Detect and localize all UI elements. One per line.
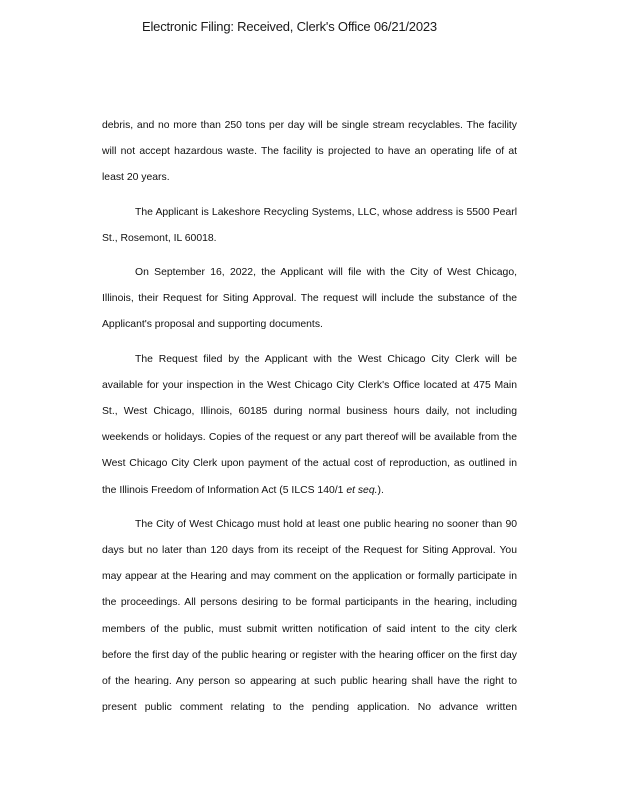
paragraph-public-hearing: The City of West Chicago must hold at least one public hearing no sooner than 90 days but no later than 120 days from its receipt of the Request for Siting Approval. You may appear at the Hearing and may comment on the application or formally participate in the proceedings. All persons desiring to be formal participants in the hearing, including members of the public, must submit written notification of said intent to the city clerk before the first day of the public hearing or register with the hearing officer on the first day of the hearing. Any person so appearing at such public hearing shall have the right to present public comment relating to the pending application. No advance written (102, 518, 517, 714)
paragraph-request-availability (102, 347, 517, 504)
et-seq-italic: et seq. (346, 484, 378, 496)
electronic-filing-stamp: Electronic Filing: Received, Clerk's Office 06/21/2023 (142, 19, 437, 34)
paragraph-facility-capacity: debris, and no more than 250 tons per day will be single stream recyclables. The facility will not accept hazardous waste. The facility is projected to have an operating life of at least 20 years. (102, 120, 517, 184)
request-availability-closing: ). (377, 484, 384, 496)
request-availability-text: The Request filed by the Applicant with the West Chicago City Clerk will be available for your inspection in the West Chicago City Clerk's Office located at 475 Main St., West Chicago, Illinois, 60185 during normal business hours daily, not including weekends or holidays. Copies of the request or any part thereof will be available from the West Chicago City Clerk upon payment of the actual cost of reproduction, as outlined in the Illinois Freedom of Information Act (5 ILCS 140/1 (102, 353, 517, 496)
document-body (102, 113, 517, 721)
paragraph-applicant-identity: The Applicant is Lakeshore Recycling Systems, LLC, whose address is 5500 Pearl St., Rosemont, IL 60018. (102, 206, 517, 244)
paragraph-filing-date: On September 16, 2022, the Applicant will file with the City of West Chicago, Illinois, their Request for Siting Approval. The request will include the substance of the Applicant's proposal and supporting documents. (102, 267, 517, 331)
